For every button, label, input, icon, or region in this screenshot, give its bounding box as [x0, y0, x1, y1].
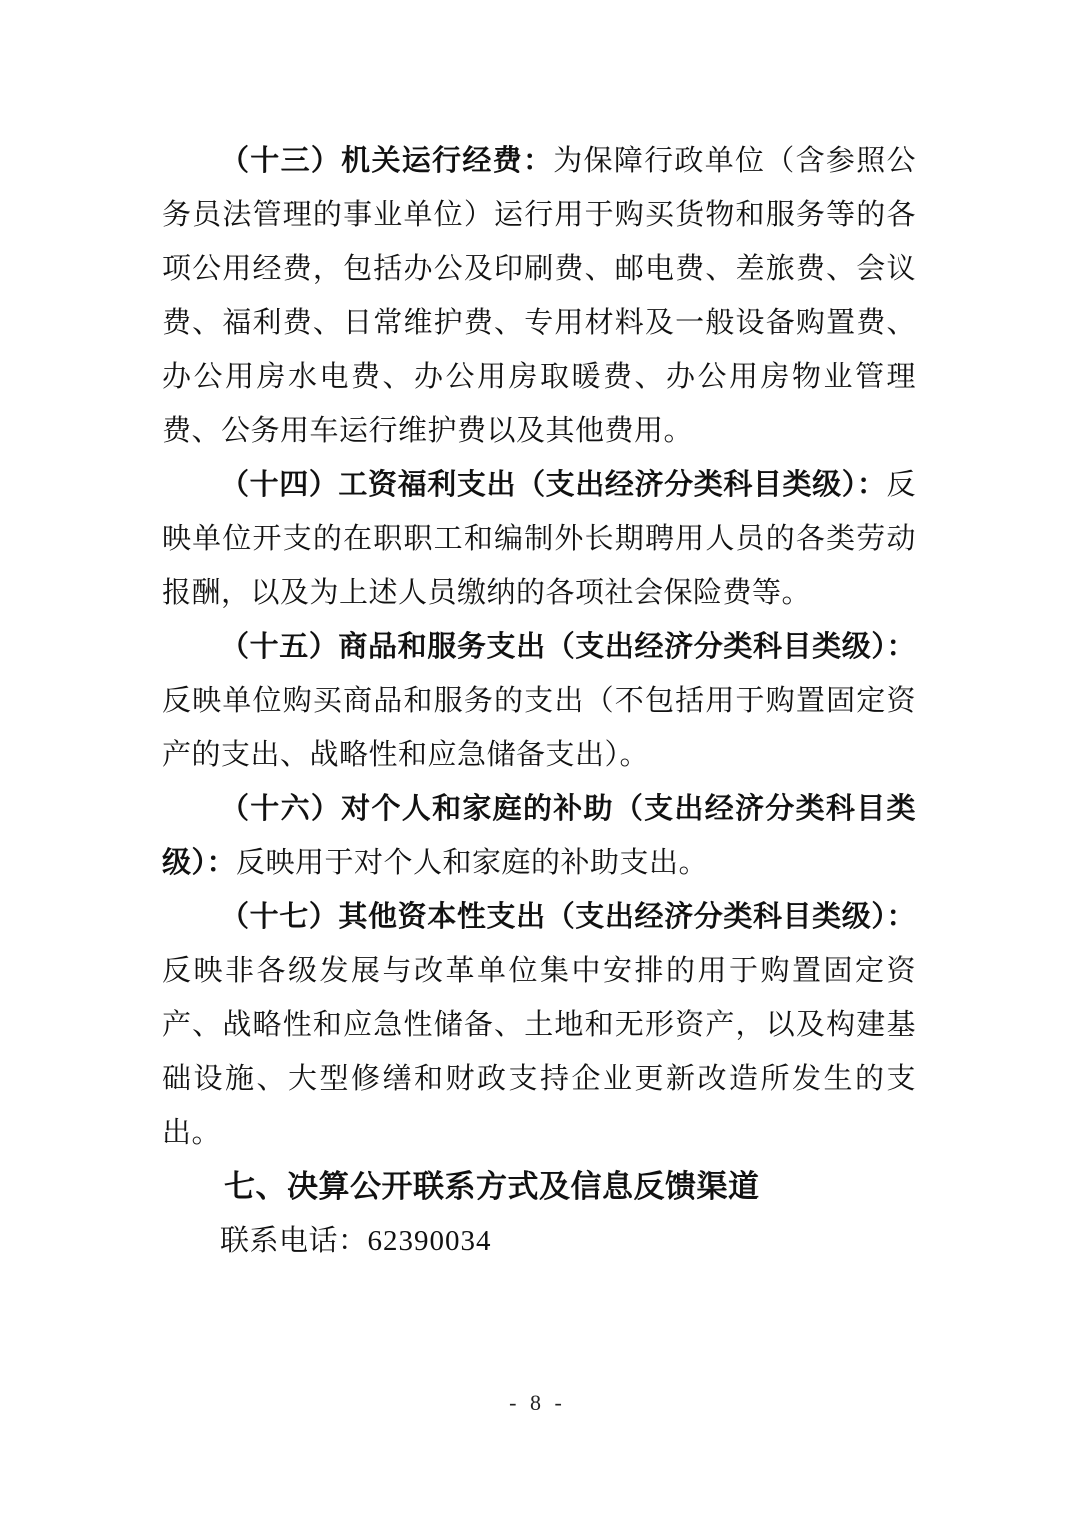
paragraph-15-label: （十五）商品和服务支出（支出经济分类科目类级）：: [220, 631, 916, 663]
paragraph-17-text: 反映非各级发展与改革单位集中安排的用于购置固定资产、战略性和应急性储备、土地和无形资产，以及构建基础设施、大型修缮和财政支持企业更新改造所发生的支出。: [162, 955, 916, 1149]
paragraph-13-label: （十三）机关运行经费：: [220, 145, 554, 177]
paragraph-13-text: 为保障行政单位（含参照公务员法管理的事业单位）运行用于购买货物和服务等的各项公用经费，包括办公及印刷费、邮电费、差旅费、会议费、福利费、日常维护费、专用材料及一般设备购置费、办公用房水电费、办公用房取暖费、办公用房物业管理费、公务用车运行维护费以及其他费用。: [162, 145, 916, 447]
page-number: - 8 -: [509, 1390, 566, 1415]
contact-phone-number: 62390034: [367, 1225, 492, 1257]
paragraph-16-label: （十六）对个人和家庭的补助（支出经济分类科目类级）：: [162, 793, 916, 879]
paragraph-item-14: [162, 458, 916, 620]
document-body: [162, 134, 916, 1268]
paragraph-16-text: 反映用于对个人和家庭的补助支出。: [236, 847, 709, 879]
contact-line: [162, 1214, 916, 1268]
paragraph-15-text: 反映单位购买商品和服务的支出（不包括用于购置固定资产的支出、战略性和应急储备支出）。: [162, 685, 916, 771]
paragraph-item-15: [162, 620, 916, 782]
paragraph-14-text: 反映单位开支的在职职工和编制外长期聘用人员的各类劳动报酬，以及为上述人员缴纳的各项社会保险费等。: [162, 469, 916, 609]
paragraph-14-label: （十四）工资福利支出（支出经济分类科目类级）：: [220, 469, 887, 501]
contact-label: 联系电话：: [220, 1225, 368, 1257]
paragraph-item-16: [162, 782, 916, 890]
section-heading: 七、决算公开联系方式及信息反馈渠道: [224, 1169, 760, 1204]
paragraph-item-17: [162, 890, 916, 1160]
paragraph-item-13: [162, 134, 916, 458]
paragraph-17-label: （十七）其他资本性支出（支出经济分类科目类级）：: [220, 901, 916, 933]
